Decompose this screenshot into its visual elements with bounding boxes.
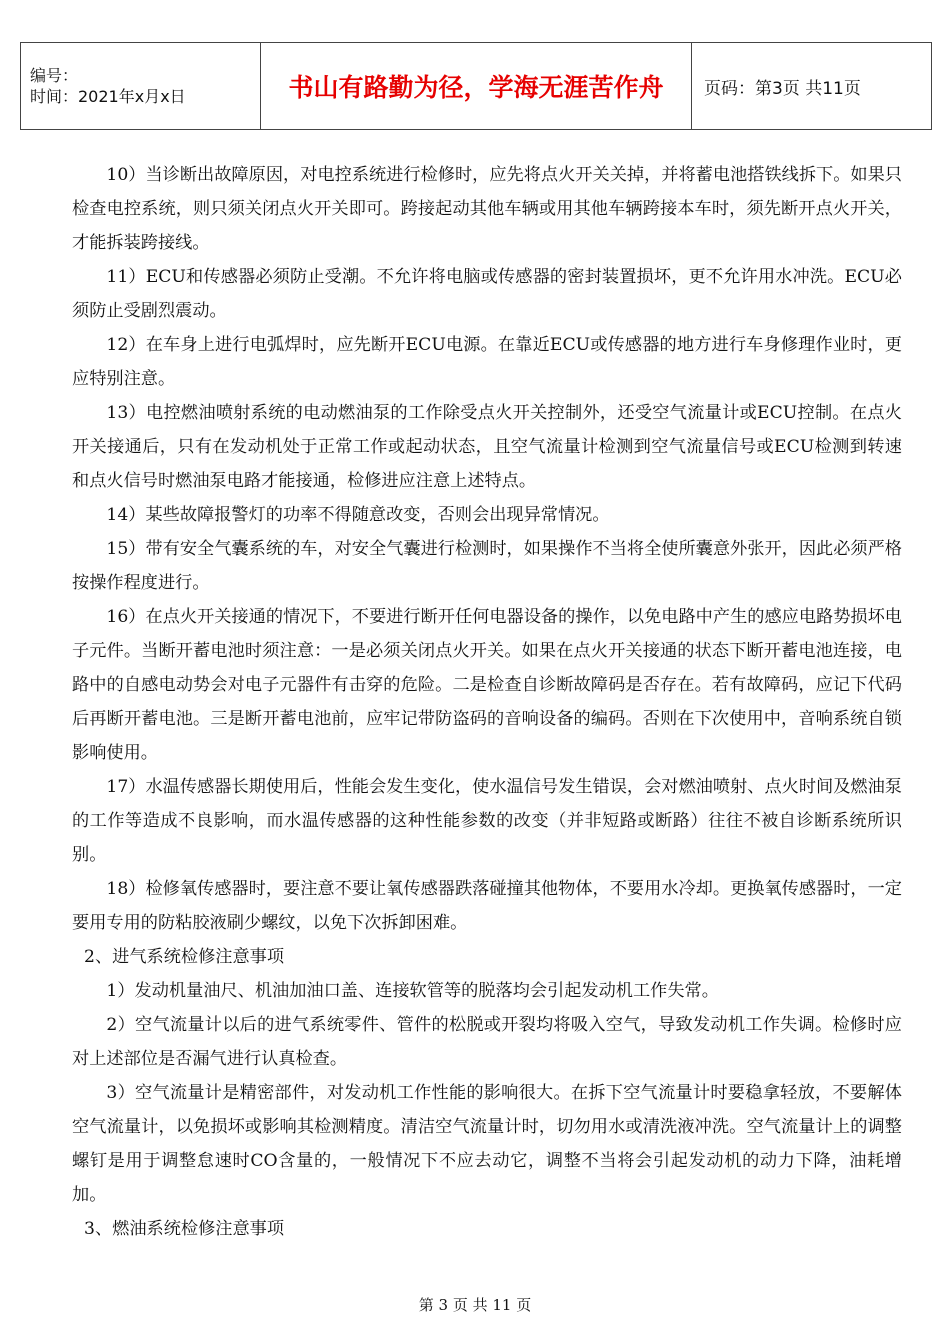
paragraph: 2）空气流量计以后的进气系统零件、管件的松脱或开裂均将吸入空气，导致发动机工作失调。检修时应对上述部位是否漏气进行认真检查。 — [72, 1015, 902, 1069]
section-heading: 2、进气系统检修注意事项 — [84, 947, 285, 967]
header-table — [20, 42, 932, 130]
header-meta-cell — [21, 43, 261, 130]
paragraph: 1）发动机量油尺、机油加油口盖、连接软管等的脱落均会引起发动机工作失常。 — [106, 981, 719, 1001]
paragraph: 13）电控燃油喷射系统的电动燃油泵的工作除受点火开关控制外，还受空气流量计或ECU控制。在点火开关接通后，只有在发动机处于正常工作或起动状态，且空气流量计检测到空气流量信号或ECU检测到转速和点火信号时燃油泵电路才能接通，检修进应注意上述特点。 — [72, 403, 902, 491]
page-info: 页码：第3页 共11页 — [692, 43, 932, 130]
paragraph: 3）空气流量计是精密部件，对发动机工作性能的影响很大。在拆下空气流量计时要稳拿轻放，不要解体空气流量计，以免损坏或影响其检测精度。清洁空气流量计时，切勿用水或清洗液冲洗。空气流量计上的调整螺钉是用于调整怠速时CO含量的，一般情况下不应去动它，调整不当将会引起发动机的动力下降，油耗增加。 — [72, 1083, 902, 1205]
paragraph: 14）某些故障报警灯的功率不得随意改变，否则会出现异常情况。 — [106, 505, 610, 525]
document-body — [72, 158, 902, 1246]
paragraph: 11）ECU和传感器必须防止受潮。不允许将电脑或传感器的密封装置损坏，更不允许用水冲洗。ECU必须防止受剧烈震动。 — [72, 267, 902, 321]
paragraph: 17）水温传感器长期使用后，性能会发生变化，使水温信号发生错误，会对燃油喷射、点火时间及燃油泵的工作等造成不良影响，而水温传感器的这种性能参数的改变（并非短路或断路）往往不被自诊断系统所识别。 — [72, 777, 902, 865]
page-footer: 第 3 页 共 11 页 — [418, 1296, 532, 1314]
paragraph: 16）在点火开关接通的情况下，不要进行断开任何电器设备的操作，以免电路中产生的感应电路势损坏电子元件。当断开蓄电池时须注意：一是必须关闭点火开关。如果在点火开关接通的状态下断开蓄电池连接，电路中的自感电动势会对电子元器件有击穿的危险。二是检查自诊断故障码是否存在。若有故障码，应记下代码后再断开蓄电池。三是断开蓄电池前，应牢记带防盗码的音响设备的编码。否则在下次使用中，音响系统自锁影响使用。 — [72, 607, 902, 763]
number-label: 编号： — [30, 66, 79, 85]
paragraph: 12）在车身上进行电弧焊时，应先断开ECU电源。在靠近ECU或传感器的地方进行车身修理作业时，更应特别注意。 — [72, 335, 902, 389]
paragraph: 18）检修氧传感器时，要注意不要让氧传感器跌落碰撞其他物体，不要用水冷却。更换氧传感器时，一定要用专用的防粘胶液刷少螺纹，以免下次拆卸困难。 — [72, 879, 902, 933]
section-heading: 3、燃油系统检修注意事项 — [84, 1219, 285, 1239]
motto: 书山有路勤为径，学海无涯苦作舟 — [261, 43, 692, 130]
paragraph: 15）带有安全气囊系统的车，对安全气囊进行检测时，如果操作不当将全使所囊意外张开，因此必须严格按操作程度进行。 — [72, 539, 902, 593]
date-line: 时间：2021年x月x日 — [30, 87, 186, 106]
paragraph: 10）当诊断出故障原因，对电控系统进行检修时，应先将点火开关关掉，并将蓄电池搭铁线拆下。如果只检查电控系统，则只须关闭点火开关即可。跨接起动其他车辆或用其他车辆跨接本车时，须先断开点火开关，才能拆装跨接线。 — [72, 165, 902, 253]
